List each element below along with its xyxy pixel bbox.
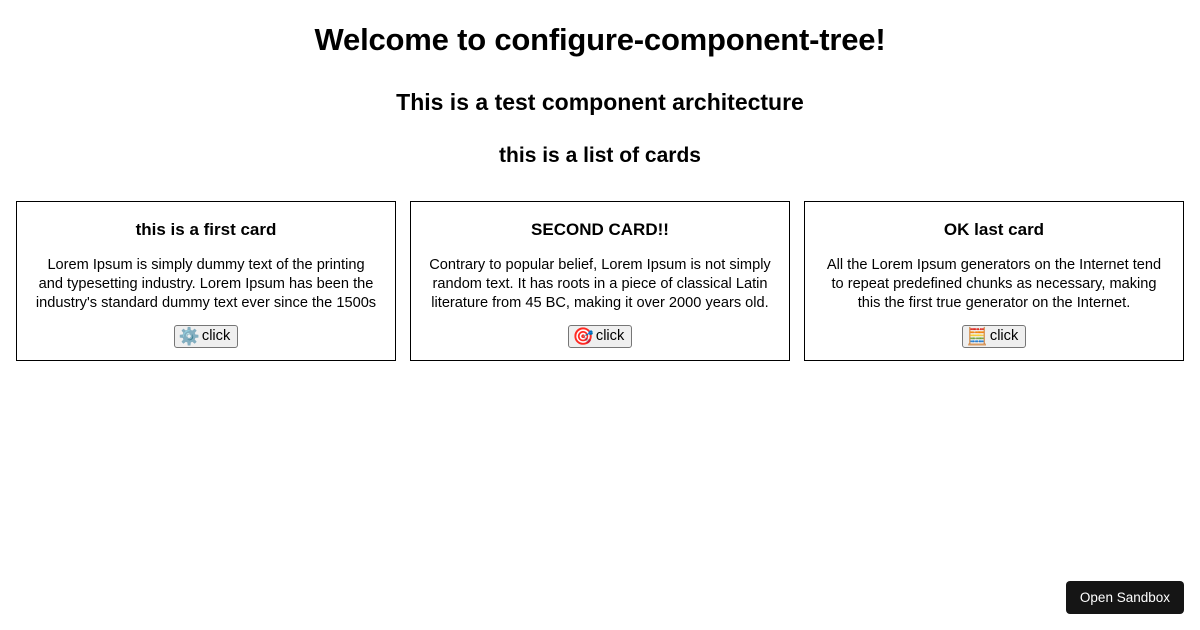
card-first [16, 201, 396, 361]
card-title: OK last card [943, 220, 1045, 239]
card-click-button-label: click [201, 328, 231, 345]
card-body: Lorem Ipsum is simply dummy text of the printing and typesetting industry. Lorem Ipsum has been the industry's standard dummy text ever since the 1500s [35, 257, 377, 311]
section-title: this is a list of cards [499, 144, 701, 167]
abacus-icon: 🧮 [966, 326, 988, 346]
card-title: this is a first card [135, 220, 277, 239]
card-click-button[interactable] [568, 325, 633, 348]
card-click-button[interactable] [174, 325, 239, 348]
page-subtitle: This is a test component architecture [396, 89, 804, 115]
card-body: All the Lorem Ipsum generators on the Internet tend to repeat predefined chunks as necessary, making this the first true generator on the Internet. [826, 257, 1162, 311]
card-button-row [421, 313, 779, 348]
target-icon: 🎯 [572, 326, 594, 346]
card-last [804, 201, 1184, 361]
card-button-row [815, 313, 1173, 348]
card-click-button-label: click [595, 328, 625, 345]
card-body: Contrary to popular belief, Lorem Ipsum is not simply random text. It has roots in a piece of classical Latin literature from 45 BC, making it over 2000 years old. [429, 257, 771, 311]
card-title: SECOND CARD!! [531, 220, 669, 239]
card-click-button[interactable] [962, 325, 1027, 348]
open-sandbox-button[interactable]: Open Sandbox [1066, 581, 1184, 615]
card-button-row [27, 313, 385, 348]
card-second [410, 201, 790, 361]
card-click-button-label: click [989, 328, 1019, 345]
gear-icon: ⚙️ [178, 326, 200, 346]
card-list [0, 201, 1200, 361]
page-title: Welcome to configure-component-tree! [314, 22, 886, 57]
